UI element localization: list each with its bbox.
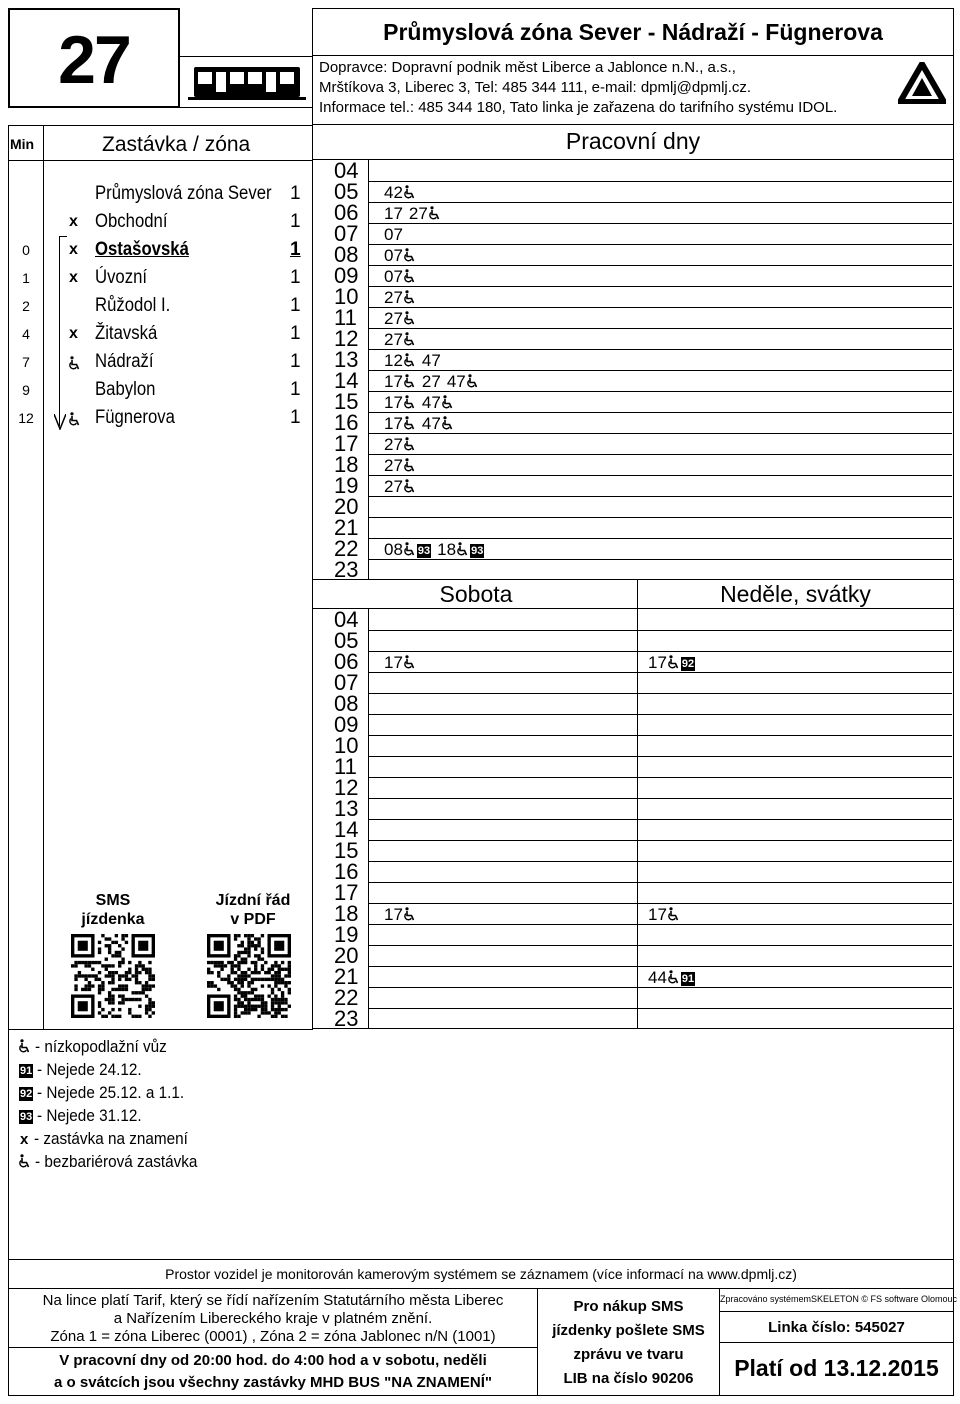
stop-zone: 1: [290, 351, 301, 372]
departure-list: [384, 182, 422, 203]
hour-divider: [368, 286, 952, 287]
sms-purchase-1: Pro nákup SMS: [573, 1298, 684, 1315]
hour-label: 08: [334, 242, 359, 267]
departure-list: [384, 434, 422, 455]
sms-qr-label: [70, 891, 156, 929]
departure: [384, 309, 416, 328]
hour-label: 09: [334, 263, 359, 288]
wheelchair-icon: [403, 393, 416, 412]
departure-minute: 47: [421, 351, 441, 370]
hour-label: 17: [334, 431, 359, 456]
departure-list: [384, 413, 460, 434]
hour-divider: [368, 798, 952, 799]
hour-label: 10: [334, 733, 359, 758]
departure-minute: 17: [648, 653, 667, 672]
legend-text: - nízkopodlažní vůz: [35, 1037, 167, 1056]
stop-name: Babylon: [95, 379, 156, 400]
hour-divider: [368, 840, 952, 841]
hour-divider: [368, 559, 952, 560]
stop-name: Průmyslová zóna Sever: [95, 183, 272, 204]
departure: [422, 372, 441, 391]
hour-label: 19: [334, 922, 359, 947]
route-arrow-head: [54, 414, 66, 430]
operator-line-3: Informace tel.: 485 344 180, Tato linka je zařazena do tarifního systému IDOL.: [319, 99, 838, 116]
wheelchair-icon: [667, 905, 680, 924]
hour-label: 05: [334, 179, 359, 204]
hour-label: 04: [334, 607, 359, 632]
hour-label: 20: [334, 943, 359, 968]
operator-box: [312, 55, 954, 125]
route-arrow-tick: [59, 236, 67, 237]
hour-label: 13: [334, 347, 359, 372]
departure-minute: 17: [384, 414, 403, 433]
hour-divider: [368, 861, 952, 862]
stop-name: Úvozní: [95, 267, 148, 288]
hour-divider: [368, 454, 952, 455]
stop-minute: 1: [22, 270, 30, 286]
wheelchair-icon: [667, 653, 680, 672]
wheelchair-icon: [403, 309, 416, 328]
departure-minute: 27: [384, 288, 403, 307]
line-id-box: [719, 1311, 954, 1343]
wheelchair-icon: [403, 435, 416, 454]
departure: [384, 905, 416, 924]
hour-label: 06: [334, 200, 359, 225]
hour-divider: [368, 819, 952, 820]
camera-notice-box: [8, 1259, 954, 1289]
hour-label: 15: [334, 838, 359, 863]
route-arrow-line: [59, 236, 60, 426]
stop-minute: 4: [22, 326, 30, 342]
on-request-marker: x: [69, 269, 78, 286]
wheelchair-icon: [403, 477, 416, 496]
hour-divider: [368, 630, 952, 631]
departure: [422, 393, 454, 412]
hour-label: 16: [334, 410, 359, 435]
departure: [648, 905, 680, 924]
hour-divider: [368, 714, 952, 715]
departure: [384, 204, 403, 223]
legend-text: - Nejede 25.12. a 1.1.: [37, 1083, 185, 1102]
departure-list: [384, 203, 447, 224]
departure-list: [384, 652, 422, 673]
hour-label: 04: [334, 158, 359, 183]
departure: [648, 653, 695, 672]
hour-label: 09: [334, 712, 359, 737]
departure: [422, 414, 454, 433]
hour-divider: [368, 244, 952, 245]
hour-label: 21: [334, 964, 359, 989]
stop-minute: 9: [22, 382, 30, 398]
hour-label: 10: [334, 284, 359, 309]
legend-text: - zastávka na znamení: [34, 1129, 189, 1148]
hour-label: 06: [334, 649, 359, 674]
line-number: 27: [58, 22, 130, 98]
departure-list: [384, 245, 422, 266]
pdf-qr-label-1: Jízdní řád: [215, 892, 291, 909]
hour-label: 13: [334, 796, 359, 821]
wheelchair-icon: [403, 905, 416, 924]
departure-minute: 17: [384, 372, 403, 391]
note-badge: 92: [681, 658, 695, 670]
stop-minute: 7: [22, 354, 30, 370]
stop-name: Žitavská: [95, 323, 158, 344]
hour-label: 23: [334, 557, 359, 582]
hour-label: 19: [334, 473, 359, 498]
departure: [384, 372, 416, 391]
hour-label: 20: [334, 494, 359, 519]
departure: [384, 330, 416, 349]
departure: [384, 225, 403, 244]
hour-label: 22: [334, 985, 359, 1010]
tariff-box: [8, 1288, 538, 1348]
departure: [384, 414, 416, 433]
departure: [384, 246, 416, 265]
hour-divider: [368, 756, 952, 757]
wheelchair-icon: [403, 372, 416, 391]
camera-notice: Prostor vozidel je monitorován kamerovým systémem se záznamem (více informací na www.dpmlj.cz): [165, 1266, 797, 1282]
wheelchair-icon: [403, 267, 416, 286]
hour-divider: [368, 882, 952, 883]
stops-header-line: [8, 160, 313, 161]
departure: [384, 288, 416, 307]
departure-minute: 27: [384, 330, 403, 349]
hour-divider: [368, 693, 952, 694]
hour-divider: [368, 433, 952, 434]
sms-purchase-4: LIB na číslo 90206: [563, 1370, 694, 1387]
departure-minute: 17: [384, 653, 403, 672]
hour-label: 14: [334, 368, 359, 393]
departure-minute: 27: [384, 435, 403, 454]
hour-label: 22: [334, 536, 359, 561]
departure-minute: 47: [421, 414, 441, 433]
route-title-box: [312, 8, 954, 56]
departure-minute: 27: [384, 456, 403, 475]
hour-divider: [368, 777, 952, 778]
departure: [384, 393, 416, 412]
departure-minute: 07: [384, 225, 403, 244]
tariff-line-1: Na lince platí Tarif, který se řídí nařízením Statutárního města Liberec: [42, 1292, 504, 1309]
hour-label: 16: [334, 859, 359, 884]
departure-minute: 47: [446, 372, 466, 391]
departure: [384, 435, 416, 454]
hour-divider: [368, 517, 952, 518]
departure-list: [384, 224, 409, 245]
wheelchair-icon: [68, 406, 81, 434]
line-number-box: [8, 8, 180, 108]
departure-minute: 12: [384, 351, 403, 370]
stop-zone: 1: [290, 239, 301, 260]
hour-divider: [368, 672, 952, 673]
hour-divider: [368, 265, 952, 266]
route-title: Průmyslová zóna Sever - Nádraží - Fügnerova: [383, 19, 883, 45]
stop-minute: 12: [18, 410, 34, 426]
hour-divider: [368, 202, 952, 203]
on-request-marker: x: [20, 1131, 29, 1148]
departure-minute: 47: [421, 393, 441, 412]
hour-divider: [368, 496, 952, 497]
departure-list: [384, 308, 422, 329]
departure-list: [384, 350, 447, 371]
stop-zone: 1: [290, 323, 301, 344]
note-badge: 91: [20, 1065, 33, 1077]
departure-minute: 42: [384, 183, 403, 202]
wheelchair-icon: [441, 393, 454, 412]
departure-list: [384, 329, 422, 350]
legend-text: - bezbariérová zastávka: [35, 1152, 198, 1171]
stop-zone: 1: [290, 183, 301, 204]
note-badge: 93: [471, 545, 484, 557]
night-box: [8, 1347, 538, 1396]
departure: [384, 267, 416, 286]
wheelchair-icon: [403, 351, 416, 370]
wheelchair-icon: [456, 540, 469, 559]
sms-qr-code-icon[interactable]: [71, 934, 155, 1018]
tariff-line-3: Zóna 1 = zóna Liberec (0001) , Zóna 2 = zóna Jablonec n/N (1001): [50, 1328, 496, 1345]
wheelchair-icon: [667, 968, 680, 987]
valid-from-box: [719, 1342, 954, 1396]
hour-label: 18: [334, 901, 359, 926]
departure: [384, 540, 431, 559]
night-line-1: V pracovní dny od 20:00 hod. do 4:00 hod a v sobotu, neděli: [59, 1352, 487, 1369]
processed-box: [719, 1288, 958, 1312]
wheelchair-icon: [68, 350, 81, 378]
tram-icon: [188, 63, 306, 103]
sms-purchase-3: zprávu ve tvaru: [573, 1346, 684, 1363]
night-line-2: a o svátcích jsou všechny zastávky MHD BUS "NA ZNAMENÍ": [54, 1374, 492, 1391]
stop-zone: 1: [290, 211, 301, 232]
departure-list: [384, 371, 485, 392]
departure-minute: 27: [384, 477, 403, 496]
departure: [422, 351, 441, 370]
departure-list: [384, 539, 490, 560]
sunday-title: Neděle, svátky: [720, 581, 871, 607]
hour-divider: [368, 328, 952, 329]
sms-qr-label-1: SMS: [95, 892, 131, 909]
departure-list: [384, 476, 422, 497]
wheelchair-icon: [403, 540, 416, 559]
departure: [384, 183, 416, 202]
departure-list: [648, 652, 701, 673]
hour-divider: [368, 735, 952, 736]
wheelchair-icon: [403, 246, 416, 265]
stops-title: Zastávka / zóna: [102, 133, 251, 156]
hour-divider: [368, 475, 952, 476]
operator-logo-icon: [898, 62, 946, 104]
operator-line-2: Mrštíkova 3, Liberec 3, Tel: 485 344 111, e-mail: dpmlj@dpmlj.cz.: [319, 79, 752, 96]
departure-list: [384, 392, 460, 413]
note-badge: 92: [20, 1088, 33, 1100]
hour-divider: [368, 223, 952, 224]
hour-label: 15: [334, 389, 359, 414]
departure-minute: 27: [421, 372, 441, 391]
stop-name: Nádraží: [95, 351, 154, 372]
stop-minute: 2: [22, 298, 30, 314]
wheelchair-icon: [403, 330, 416, 349]
legend-frame: [8, 1029, 954, 1260]
stop-zone: 1: [290, 267, 301, 288]
sms-purchase-2: jízdenky pošlete SMS: [552, 1322, 705, 1339]
legend-text: - Nejede 24.12.: [37, 1060, 142, 1079]
wheelchair-icon: [403, 456, 416, 475]
sms-qr-label-2: jízdenka: [81, 911, 145, 928]
stop-zone: 1: [290, 379, 301, 400]
hour-divider: [368, 924, 952, 925]
departure: [648, 968, 695, 987]
departure-list: [384, 287, 422, 308]
note-badge: 91: [681, 973, 695, 985]
departure: [409, 204, 441, 223]
sms-purchase-box: [537, 1288, 720, 1396]
departure-minute: 17: [384, 393, 403, 412]
departure-minute: 17: [648, 905, 667, 924]
departure-list: [384, 904, 422, 925]
hour-label: 12: [334, 775, 359, 800]
departure-minute: 07: [384, 267, 403, 286]
departure: [447, 372, 479, 391]
hour-label: 11: [334, 754, 357, 779]
departure: [384, 653, 416, 672]
hour-label: 07: [334, 670, 359, 695]
on-request-marker: x: [69, 213, 78, 230]
stop-name: Fügnerova: [95, 407, 175, 428]
saturday-title: Sobota: [439, 581, 513, 607]
hour-label: 23: [334, 1006, 359, 1031]
departure-minute: 07: [384, 246, 403, 265]
departure: [384, 456, 416, 475]
stop-name: Obchodní: [95, 211, 168, 232]
departure-minute: 17: [384, 905, 403, 924]
wheelchair-icon: [403, 288, 416, 307]
stop-name: Růžodol I.: [95, 295, 171, 316]
stop-minute: 0: [22, 242, 30, 258]
tariff-line-2: a Nařízením Libereckého kraje v platném znění.: [113, 1310, 433, 1327]
hour-label: 05: [334, 628, 359, 653]
stop-zone: 1: [290, 407, 301, 428]
valid-from: Platí od 13.12.2015: [734, 1355, 939, 1381]
processed-note: Zpracováno systémemSKELETON © FS software Olomouc: [720, 1294, 958, 1304]
departure: [384, 477, 416, 496]
departure-minute: 17: [384, 204, 403, 223]
departure-minute: 27: [408, 204, 428, 223]
departure-list: [384, 455, 422, 476]
wheelchair-icon: [466, 372, 479, 391]
legend-text: - Nejede 31.12.: [37, 1106, 142, 1125]
pdf-qr-code-icon[interactable]: [207, 934, 291, 1018]
wheelchair-icon: [403, 183, 416, 202]
departure: [437, 540, 484, 559]
departure-minute: 44: [648, 968, 667, 987]
hour-label: 21: [334, 515, 359, 540]
on-request-marker: x: [69, 241, 78, 258]
hour-label: 12: [334, 326, 359, 351]
min-label: Min: [10, 136, 35, 152]
wheelchair-icon: [403, 653, 416, 672]
wheelchair-icon: [428, 204, 441, 223]
wheelchair-icon: [441, 414, 454, 433]
wheelchair-icon: [403, 414, 416, 433]
hour-label: 07: [334, 221, 359, 246]
stop-name: Ostašovská: [95, 239, 189, 260]
hour-divider: [368, 349, 952, 350]
hour-divider: [368, 1008, 952, 1009]
pdf-qr-label: [208, 891, 298, 929]
hour-divider: [368, 945, 952, 946]
note-badge: 93: [20, 1111, 33, 1123]
weekday-title: Pracovní dny: [565, 128, 701, 154]
hour-label: 11: [334, 305, 357, 330]
hour-label: 18: [334, 452, 359, 477]
hour-label: 14: [334, 817, 359, 842]
departure-list: [648, 967, 701, 988]
hour-label: 08: [334, 691, 359, 716]
departure-minute: 08: [384, 540, 403, 559]
operator-line-1: Dopravce: Dopravní podnik měst Liberce a Jablonce n.N., a.s.,: [319, 59, 736, 76]
hour-divider: [368, 987, 952, 988]
pdf-qr-label-2: v PDF: [230, 911, 276, 928]
departure-list: [384, 266, 422, 287]
hour-divider: [368, 181, 952, 182]
departure: [384, 351, 416, 370]
departure-list: [648, 904, 686, 925]
hour-divider: [368, 307, 952, 308]
departure-minute: 18: [437, 540, 457, 559]
on-request-marker: x: [69, 325, 78, 342]
departure-minute: 27: [384, 309, 403, 328]
stop-zone: 1: [290, 295, 301, 316]
line-id: Linka číslo: 545027: [768, 1319, 905, 1336]
note-badge: 93: [417, 545, 431, 557]
hour-label: 17: [334, 880, 359, 905]
